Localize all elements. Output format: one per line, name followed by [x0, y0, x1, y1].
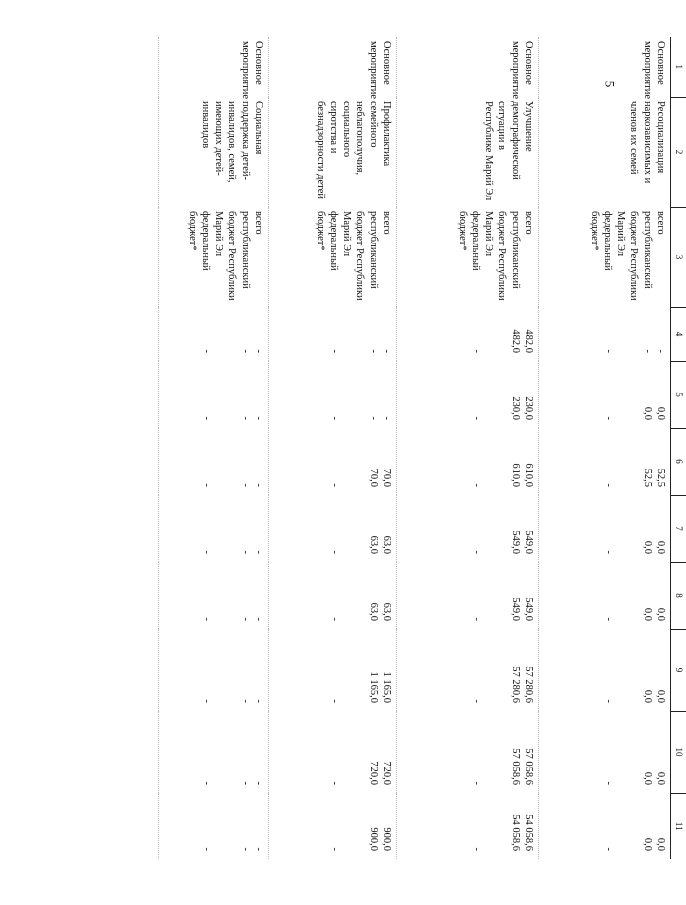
value-cell: [396, 361, 538, 428]
amount-value: -: [602, 416, 614, 420]
amount-value: -: [200, 699, 212, 703]
amount-value: -: [602, 847, 614, 851]
funding-source-label: республиканский бюджет Республики Марий Эл: [483, 211, 521, 301]
funding-source-label: федеральный бюджет*: [187, 211, 212, 271]
amount-value: -: [602, 617, 614, 621]
value-cell: [538, 428, 670, 495]
funding-source-cell: [396, 207, 538, 307]
table-row: [538, 37, 670, 859]
amount-value: -: [602, 483, 614, 487]
amount-value: 63,0: [367, 535, 379, 554]
table-row: [158, 37, 268, 859]
amount-value: -: [200, 550, 212, 554]
amount-value: -: [328, 416, 340, 420]
amount-value: 482,0: [509, 329, 521, 353]
value-cell: [396, 629, 538, 711]
amount-value: 900,0: [380, 827, 392, 851]
amount-value: 900,0: [367, 827, 379, 851]
amount-value: -: [602, 349, 614, 353]
funding-source-label: всего: [654, 211, 666, 235]
funding-source-label: республиканский бюджет Республики Марий Эл: [341, 211, 379, 301]
amount-value: -: [239, 483, 251, 487]
value-cell: [396, 562, 538, 629]
amount-value: -: [328, 483, 340, 487]
amount-value: -: [328, 699, 340, 703]
activity-name-cell: Профилактика семейного неблагополучия, социального сиротства и безнадзорности детей: [268, 97, 396, 207]
rotated-page: [115, 37, 686, 859]
amount-value: 230,0: [509, 396, 521, 420]
value-cell: [268, 428, 396, 495]
amount-value: -: [239, 781, 251, 785]
amount-value: -: [470, 349, 482, 353]
activity-type-cell: Основное мероприятие: [396, 37, 538, 97]
column-header: 10: [670, 711, 686, 793]
amount-value: 0,0: [641, 689, 653, 703]
value-cell: [538, 711, 670, 793]
column-header: 9: [670, 629, 686, 711]
amount-value: 720,0: [380, 761, 392, 785]
amount-value: -: [252, 781, 264, 785]
amount-value: 54 058,6: [509, 814, 521, 851]
value-cell: [158, 562, 268, 629]
value-cell: [538, 562, 670, 629]
amount-value: -: [380, 349, 392, 353]
column-header: 7: [670, 495, 686, 562]
amount-value: 70,0: [367, 468, 379, 487]
value-cell: [158, 711, 268, 793]
value-cell: [538, 361, 670, 428]
amount-value: 482,0: [522, 329, 534, 353]
amount-value: -: [200, 416, 212, 420]
table-row: [268, 37, 396, 859]
funding-source-label: республиканский бюджет Республики Марий Эл: [615, 211, 653, 301]
amount-value: 720,0: [367, 761, 379, 785]
value-cell: [268, 711, 396, 793]
value-cell: [158, 495, 268, 562]
amount-value: 549,0: [509, 597, 521, 621]
amount-value: 57 058,6: [509, 748, 521, 785]
amount-value: -: [252, 416, 264, 420]
amount-value: 549,0: [522, 530, 534, 554]
amount-value: 52,5: [654, 468, 666, 487]
value-cell: [396, 793, 538, 859]
amount-value: 0,0: [654, 689, 666, 703]
amount-value: 0,0: [641, 607, 653, 621]
amount-value: -: [328, 847, 340, 851]
amount-value: -: [200, 617, 212, 621]
amount-value: -: [470, 483, 482, 487]
amount-value: -: [200, 781, 212, 785]
amount-value: -: [252, 483, 264, 487]
amount-value: 57 058,6: [522, 748, 534, 785]
column-header: 1: [670, 37, 686, 97]
amount-value: 549,0: [522, 597, 534, 621]
amount-value: 230,0: [522, 396, 534, 420]
value-cell: [538, 793, 670, 859]
value-cell: [396, 428, 538, 495]
amount-value: -: [200, 349, 212, 353]
column-header: 5: [670, 361, 686, 428]
amount-value: 63,0: [380, 535, 392, 554]
amount-value: -: [470, 550, 482, 554]
amount-value: -: [239, 847, 251, 851]
amount-value: 57 280,6: [509, 666, 521, 703]
amount-value: -: [239, 416, 251, 420]
amount-value: -: [470, 781, 482, 785]
value-cell: [268, 562, 396, 629]
amount-value: -: [239, 617, 251, 621]
amount-value: 0,0: [641, 771, 653, 785]
amount-value: 0,0: [654, 607, 666, 621]
amount-value: 0,0: [641, 540, 653, 554]
amount-value: -: [252, 617, 264, 621]
amount-value: -: [328, 617, 340, 621]
amount-value: -: [239, 550, 251, 554]
activity-type-cell: Основное мероприятие: [158, 37, 268, 97]
amount-value: 0,0: [641, 406, 653, 420]
funding-source-label: всего: [252, 211, 264, 235]
amount-value: -: [654, 349, 666, 353]
amount-value: 57 280,6: [522, 666, 534, 703]
amount-value: 610,0: [522, 463, 534, 487]
value-cell: [268, 629, 396, 711]
amount-value: -: [328, 550, 340, 554]
page-number: 5: [602, 80, 618, 88]
amount-value: -: [470, 699, 482, 703]
value-cell: [158, 361, 268, 428]
funding-source-cell: [268, 207, 396, 307]
amount-value: -: [252, 847, 264, 851]
column-header: 2: [670, 97, 686, 207]
amount-value: -: [328, 781, 340, 785]
amount-value: 70,0: [380, 468, 392, 487]
amount-value: -: [602, 550, 614, 554]
amount-value: -: [380, 416, 392, 420]
funding-source-label: всего: [522, 211, 534, 235]
budget-table: [158, 37, 686, 859]
activity-name-cell: Социальная поддержка детей-инвалидов, семей, имеющих детей-инвалидов: [158, 97, 268, 207]
amount-value: 1 165,0: [367, 671, 379, 703]
value-cell: [538, 629, 670, 711]
value-cell: [158, 428, 268, 495]
amount-value: 63,0: [367, 602, 379, 621]
funding-source-label: федеральный бюджет*: [589, 211, 614, 271]
amount-value: -: [239, 699, 251, 703]
amount-value: -: [367, 349, 379, 353]
amount-value: -: [200, 483, 212, 487]
value-cell: [158, 793, 268, 859]
amount-value: -: [470, 847, 482, 851]
funding-source-label: федеральный бюджет*: [457, 211, 482, 271]
column-header: 11: [670, 793, 686, 859]
value-cell: [268, 307, 396, 361]
amount-value: 52,5: [641, 468, 653, 487]
table-row: [396, 37, 538, 859]
amount-value: 610,0: [509, 463, 521, 487]
column-header: 3: [670, 207, 686, 307]
value-cell: [158, 629, 268, 711]
amount-value: 0,0: [654, 406, 666, 420]
amount-value: 1 165,0: [380, 671, 392, 703]
amount-value: -: [200, 847, 212, 851]
amount-value: 549,0: [509, 530, 521, 554]
value-cell: [268, 495, 396, 562]
value-cell: [396, 495, 538, 562]
funding-source-label: республиканский бюджет Республики Марий Эл: [213, 211, 251, 301]
value-cell: [396, 711, 538, 793]
activity-type-cell: Основное мероприятие: [538, 37, 670, 97]
funding-source-cell: [538, 207, 670, 307]
amount-value: -: [328, 349, 340, 353]
value-cell: [396, 307, 538, 361]
amount-value: -: [367, 416, 379, 420]
value-cell: [158, 307, 268, 361]
activity-name-cell: Ресоциализация наркозависимых и членов их семей: [538, 97, 670, 207]
amount-value: -: [252, 349, 264, 353]
amount-value: -: [470, 416, 482, 420]
amount-value: 0,0: [654, 540, 666, 554]
funding-source-label: всего: [380, 211, 392, 235]
value-cell: [538, 495, 670, 562]
amount-value: -: [252, 550, 264, 554]
value-cell: [538, 307, 670, 361]
column-header: 8: [670, 562, 686, 629]
amount-value: -: [470, 617, 482, 621]
amount-value: -: [239, 349, 251, 353]
amount-value: -: [602, 781, 614, 785]
value-cell: [268, 793, 396, 859]
amount-value: 54 058,6: [522, 814, 534, 851]
activity-name-cell: Улучшение демографической ситуации в Республике Марий Эл: [396, 97, 538, 207]
amount-value: 0,0: [641, 837, 653, 851]
amount-value: -: [252, 699, 264, 703]
column-header: 6: [670, 428, 686, 495]
funding-source-label: федеральный бюджет*: [315, 211, 340, 271]
amount-value: 0,0: [654, 771, 666, 785]
amount-value: 63,0: [380, 602, 392, 621]
column-header: 4: [670, 307, 686, 361]
amount-value: -: [602, 699, 614, 703]
amount-value: -: [641, 349, 653, 353]
value-cell: [268, 361, 396, 428]
column-number-header: [670, 37, 686, 859]
funding-source-cell: [158, 207, 268, 307]
amount-value: 0,0: [654, 837, 666, 851]
activity-type-cell: Основное мероприятие: [268, 37, 396, 97]
